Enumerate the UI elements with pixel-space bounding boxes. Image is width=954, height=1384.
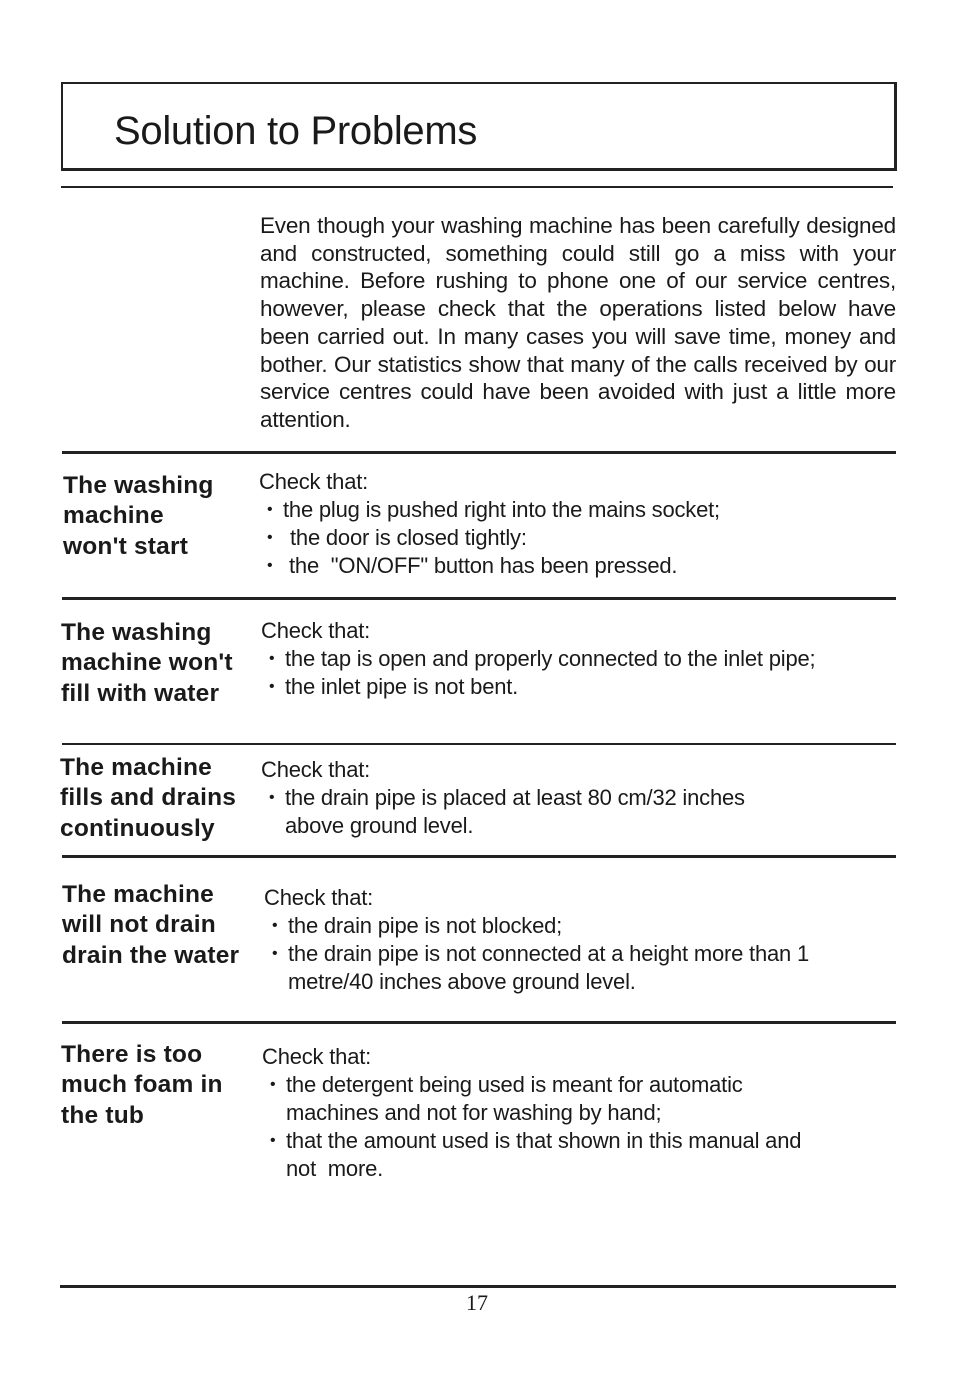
check-list (261, 617, 821, 701)
problem-title-line: fill with water (61, 679, 220, 707)
bullet-icon: • (269, 678, 275, 695)
bullet-icon: • (269, 789, 275, 806)
problem-title-line: The machine (60, 754, 212, 781)
list-item: • the door is closed tightly: (267, 525, 527, 550)
problem-title-line: won't start (63, 532, 189, 560)
problem-title-line: the tub (61, 1101, 145, 1129)
list-item: • the drain pipe is not blocked; (272, 913, 563, 938)
list-item: • the inlet pipe is not bent. (269, 674, 519, 699)
list-item: • the drain pipe is placed at least 80 cm/32 inches above ground level. (269, 785, 745, 838)
problem-title (61, 1040, 223, 1131)
check-list (264, 884, 864, 996)
bullet-icon: • (272, 945, 278, 962)
divider (62, 855, 896, 858)
page-number: 17 (466, 1290, 488, 1315)
problem-title-line: drain the water (62, 941, 240, 969)
check-label: Check that: (261, 618, 371, 643)
problem-title-line: fills and drains (60, 784, 237, 812)
problem-title-line: The washing (61, 619, 212, 646)
list-item: • the tap is open and properly connected to the inlet pipe; (269, 646, 816, 671)
bullet-icon: • (270, 1076, 276, 1093)
bullet-icon: • (267, 529, 273, 546)
divider-top (61, 186, 893, 188)
check-label: Check that: (262, 1044, 372, 1069)
problem-title-line: will not drain (62, 911, 216, 939)
bullet-icon: • (272, 917, 278, 934)
problem-title-line: machine won't (61, 649, 233, 677)
bullet-icon: • (269, 650, 275, 667)
bullet-icon: • (267, 501, 273, 518)
divider (62, 451, 896, 454)
problem-title (62, 880, 239, 971)
problem-title-line: There is too (61, 1041, 203, 1068)
divider (62, 597, 896, 600)
check-label: Check that: (261, 757, 371, 782)
list-item: • the detergent being used is meant for automatic machines and not for washing by hand; (270, 1072, 743, 1125)
intro-paragraph: Even though your washing machine has been carefully designed and constructed, something could still go a miss with your machine. Before rushing to phone one of our service centres, however, please check that the operations listed below have been carried out. In many cases you will save time, money and bother. Our statistics show that many of the calls received by our service centres could have been avoided with just a little more attention. (260, 213, 896, 432)
check-label: Check that: (259, 469, 369, 494)
problem-title (63, 471, 214, 562)
list-item: • the plug is pushed right into the mains socket; (267, 497, 720, 522)
problem-title (60, 753, 236, 844)
problem-title (61, 618, 233, 709)
list-item: • that the amount used is that shown in this manual and not more. (270, 1128, 814, 1181)
problem-title-line: machine (63, 502, 164, 530)
problem-title-line: continuously (60, 814, 215, 842)
check-label: Check that: (264, 885, 374, 910)
bullet-icon: • (270, 1132, 276, 1149)
check-list (261, 756, 821, 840)
problem-title-line: The machine (62, 881, 214, 908)
divider-bottom (60, 1285, 896, 1288)
list-item: • the "ON/OFF" button has been pressed. (267, 553, 678, 578)
problem-title-line: The washing (63, 472, 214, 499)
list-item: • the drain pipe is not connected at a height more than 1 metre/40 inches above ground level. (272, 941, 821, 994)
check-list (259, 468, 859, 580)
bullet-icon: • (267, 557, 273, 574)
title-box (61, 82, 897, 171)
divider (62, 743, 896, 745)
page-title: Solution to Problems (114, 109, 478, 153)
problem-title-line: much foam in (61, 1071, 223, 1099)
check-list (262, 1043, 822, 1183)
divider (62, 1021, 896, 1024)
